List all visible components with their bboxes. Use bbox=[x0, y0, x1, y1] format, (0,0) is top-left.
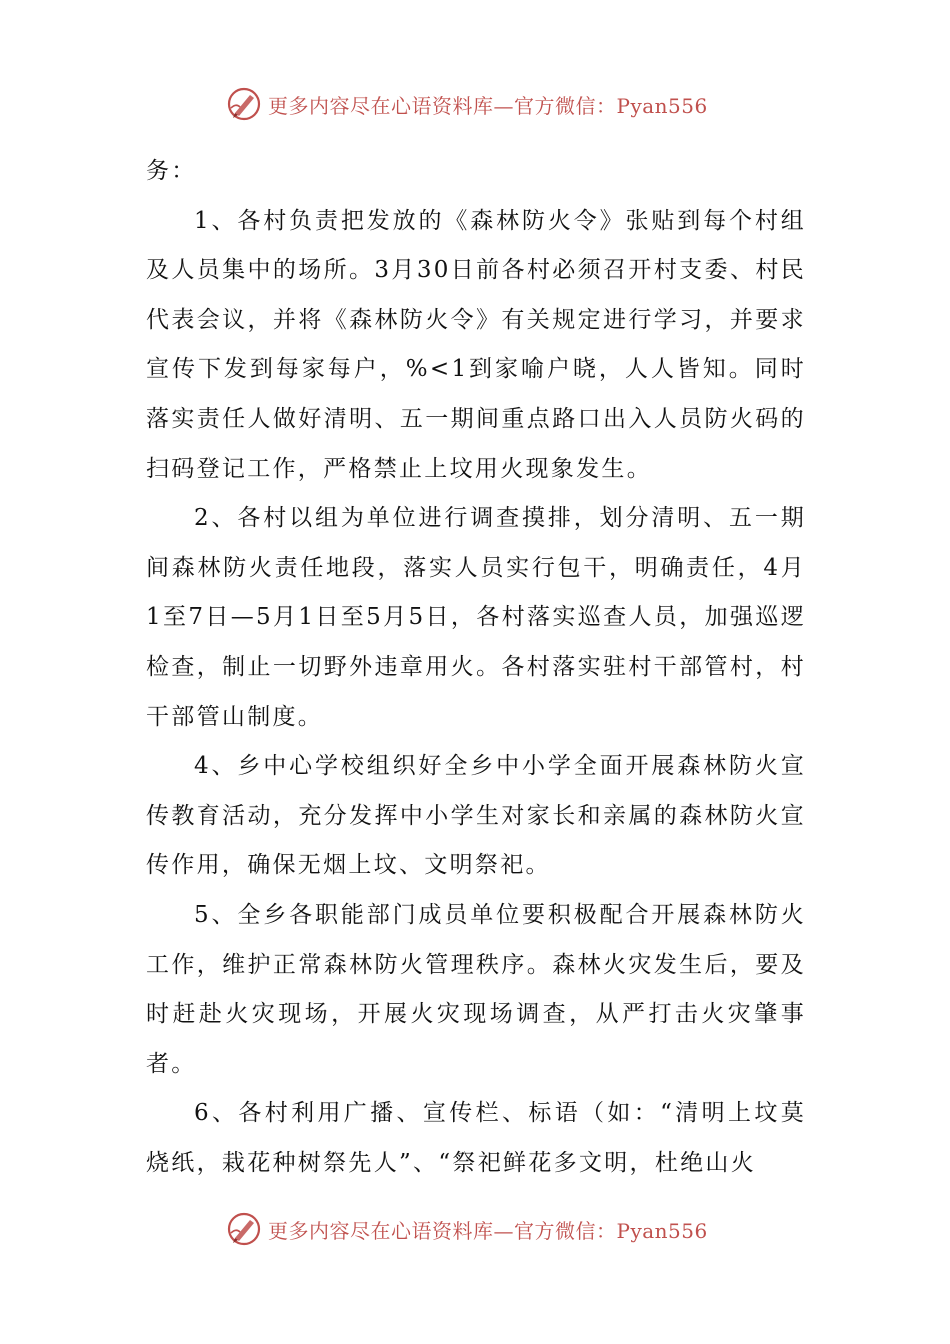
header-watermark bbox=[226, 84, 708, 124]
watermark-text: 更多内容尽在心语资料库—官方微信：Pyan556 bbox=[268, 93, 708, 118]
paragraph-item-6: 6、各村利用广播、宣传栏、标语（如：“清明上坟莫烧纸，栽花种树祭先人”、“祭祀鲜花多文明，杜绝山火 bbox=[146, 1100, 806, 1176]
watermark-text: 更多内容尽在心语资料库—官方微信：Pyan556 bbox=[268, 1218, 708, 1243]
paragraph-item-1: 1、各村负责把发放的《森林防火令》张贴到每个村组及人员集中的场所。3月30日前各村必须召开村支委、村民代表会议，并将《森林防火令》有关规定进行学习，并要求宣传下发到每家每户，%<1到家喻户晓，人人皆知。同时落实责任人做好清明、五一期间重点路口出入人员防火码的扫码登记工作，严格禁止上坟用火现象发生。 bbox=[146, 207, 806, 482]
paragraph-item-5: 5、全乡各职能部门成员单位要积极配合开展森林防火工作，维护正常森林防火管理秩序。森林火灾发生后，要及时赶赴火灾现场，开展火灾现场调查，从严打击火灾肇事者。 bbox=[146, 901, 806, 1077]
pen-logo-icon bbox=[226, 86, 262, 122]
document-body bbox=[146, 147, 806, 1188]
pen-logo-icon bbox=[226, 1211, 262, 1247]
paragraph-continuation: 务： bbox=[146, 158, 197, 184]
footer-watermark bbox=[226, 1209, 708, 1249]
paragraph-item-2: 2、各村以组为单位进行调查摸排，划分清明、五一期间森林防火责任地段，落实人员实行包干，明确责任，4月1至7日—5月1日至5月5日，各村落实巡查人员，加强巡逻检查，制止一切野外违章用火。各村落实驻村干部管村，村干部管山制度。 bbox=[146, 505, 806, 730]
paragraph-item-4: 4、乡中心学校组织好全乡中小学全面开展森林防火宣传教育活动，充分发挥中小学生对家长和亲属的森林防火宣传作用，确保无烟上坟、文明祭祀。 bbox=[146, 753, 806, 879]
